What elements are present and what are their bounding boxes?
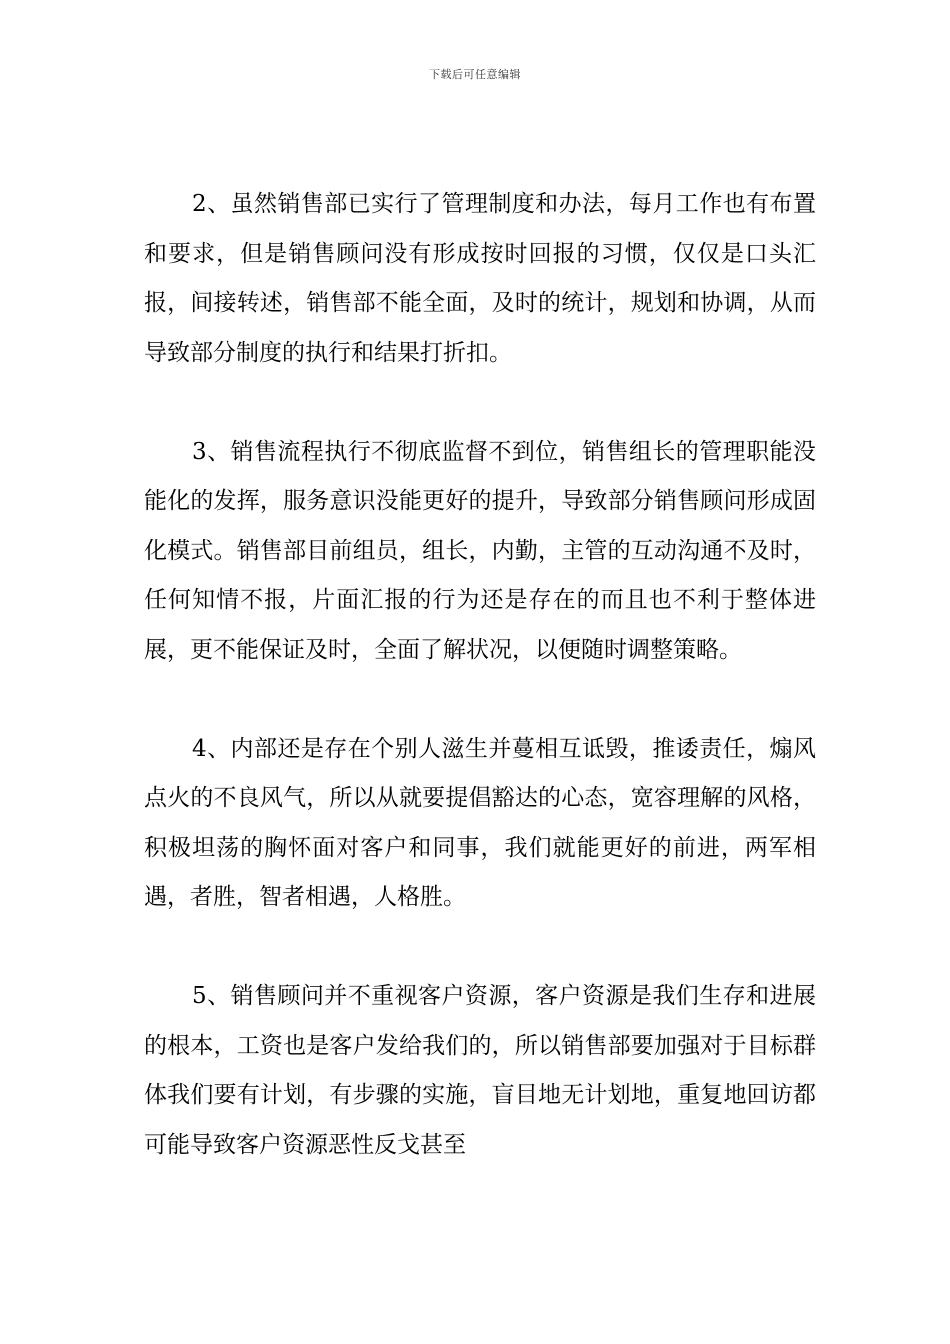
paragraph-5: 5、销售顾问并不重视客户资源，客户资源是我们生存和进展的根本，工资也是客户发给我们的，所以销售部要加强对于目标群体我们要有计划，有步骤的实施，盲目地无计划地，重复地回访都可能导致客户资源恶性反戈甚至 [144, 983, 816, 1158]
document-body [144, 180, 816, 1220]
paragraph-4: 4、内部还是存在个别人滋生并蔓相互诋毁，推诿责任，煽风点火的不良风气，所以从就要提倡豁达的心态，宽容理解的风格，积极坦荡的胸怀面对客户和同事，我们就能更好的前进，两军相遇，者胜，智者相遇，人格胜。 [144, 735, 816, 910]
page-header-note: 下载后可任意编辑 [429, 68, 521, 81]
paragraph-3: 3、销售流程执行不彻底监督不到位，销售组长的管理职能没能化的发挥，服务意识没能更好的提升，导致部分销售顾问形成固化模式。销售部目前组员，组长，内勤，主管的互动沟通不及时，任何知情不报，片面汇报的行为还是存在的而且也不利于整体进展，更不能保证及时，全面了解状况，以便随时调整策略。 [144, 438, 816, 663]
paragraph-2: 2、虽然销售部已实行了管理制度和办法，每月工作也有布置和要求，但是销售顾问没有形成按时回报的习惯，仅仅是口头汇报，间接转述，销售部不能全面，及时的统计，规划和协调，从而导致部分制度的执行和结果打折扣。 [144, 191, 816, 366]
